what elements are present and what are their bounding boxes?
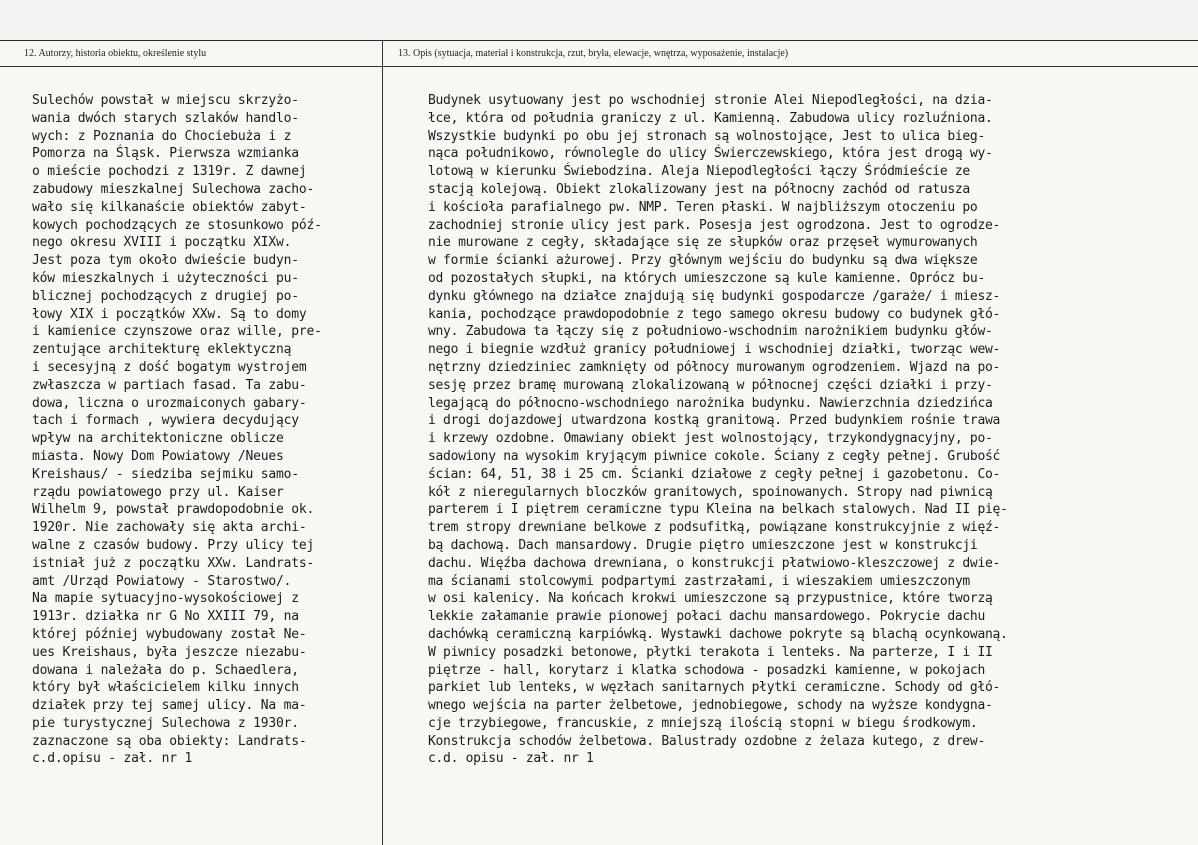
text-line: bą dachową. Dach mansardowy. Drugie piętro umieszczone jest w konstrukcji [428,537,978,553]
text-line: nąca południkowo, równolegle do ulicy Świerczewskiego, która jest drogą wy- [428,146,993,162]
text-line: W piwnicy posadzki betonowe, płytki terakota i lenteks. Na parterze, I i II [428,644,993,660]
text-line: łce, która od południa graniczy z ul. Kamienną. Zabudowa ulicy rozluźniona. [428,110,993,126]
text-line: parkiet lub lenteks, w węzłach sanitarnych płytki ceramiczne. Schody od głó- [428,680,1001,696]
text-line: zachodniej stronie ulicy jest park. Posesja jest ogrodzona. Jest to ogrodze- [428,217,1001,233]
text-line: piętrze - hall, korytarz i klatka schodowa - posadzki kamienne, w pokojach [428,662,985,678]
text-line: i kościoła parafialnego pw. NMP. Teren płaski. W najbliższym otoczeniu po [428,199,978,215]
text-line: Wilhelm 9, powstał prawdopodobnie ok. [32,502,315,518]
text-line: zentujące architekturę eklektyczną [32,342,292,358]
text-line: który był właścicielem kilku innych [32,680,299,696]
text-line: od pozostałych słupki, na których umieszczone są kule kamienne. Oprócz bu- [428,270,985,286]
text-line: wych: z Poznania do Chociebuża i z [32,128,292,144]
text-line: kół z nieregularnych bloczków granitowych, spoinowanych. Stropy nad piwnicą [428,484,993,500]
text-line: 1920r. Nie zachowały się akta archi- [32,520,307,536]
text-line: i drogi dojazdowej utwardzona kostką granitową. Przed budynkiem rośnie trawa [428,413,1001,429]
text-line: sadowiony na wysokim kryjącym piwnice cokole. Ściany z cegły pełnej. Grubość [428,448,1001,464]
text-line: blicznej pochodzących z drugiej po- [32,288,299,304]
text-line: Budynek usytuowany jest po wschodniej stronie Alei Niepodległości, na dzia- [428,93,993,108]
text-line: c.d. opisu - zał. nr 1 [428,751,594,767]
text-line: dachu. Więźba dachowa drewniana, o konstrukcji płatwiowo-kleszczowej z dwie- [428,555,1001,571]
text-line: zwłaszcza w partiach fasad. Ta zabu- [32,377,307,393]
text-line: Wszystkie budynki po obu jej stronach są wolnostojące, Jest to ulica bieg- [428,128,985,144]
text-line: wania dwóch starych szlaków handlo- [32,110,299,126]
text-line: wało się kilkanaście obiektów zabyt- [32,199,307,215]
text-line: ues Kreishaus, była jeszcze niezabu- [32,644,307,660]
text-line: łowy XIX i początków XXw. Są to domy [32,306,307,322]
history-text-column [32,92,392,768]
text-line: cje trzybiegowe, francuskie, z mniejszą ilością stopni w biegu środkowym. [428,715,978,731]
text-line: ma ścianami stolcowymi podpartymi zastrzałami, i wieszakiem umieszczonym [428,573,970,589]
text-line: działek przy tej samej ulicy. Na ma- [32,698,307,714]
text-line: tach i formach , wywiera decydujący [32,413,299,429]
text-line: Sulechów powstał w miejscu skrzyżo- [32,93,299,108]
text-line: i kamienice czynszowe oraz wille, pre- [32,324,322,340]
text-line: Kreishaus/ - siedziba sejmiku samo- [32,466,299,482]
description-text-column [428,92,1192,768]
text-line: wnego wejścia na parter żelbetowe, jednobiegowe, schody na wyższe kondygna- [428,698,993,714]
text-line: parterem i I piętrem ceramiczne typu Kleina na belkach stalowych. Nad II pię- [428,502,1008,518]
text-line: o mieście pochodzi z 1319r. Z dawnej [32,164,307,180]
text-line: lekkie załamanie prawie pionowej połaci dachu mansardowego. Pokrycie dachu [428,609,985,625]
text-line: kania, pochodzące prawdopodobnie z tego samego okresu budowy co budynek głó- [428,306,1001,322]
header-rule [0,66,1198,67]
text-line: lotową w kierunku Świebodzina. Aleja Niepodległości łączy Śródmieście ze [428,164,970,180]
text-line: wpływ na architektoniczne oblicze [32,431,284,447]
text-line: w formie ścianki ażurowej. Przy głównym wejściu do budynku są dwa większe [428,253,978,269]
text-line: zabudowy mieszkalnej Sulechowa zacho- [32,181,315,197]
text-line: Pomorza na Śląsk. Pierwsza wzmianka [32,146,299,162]
text-line: nego okresu XVIII i początku XIXw. [32,235,292,251]
text-line: nętrzny dziedziniec zamknięty od północy murowanym ogrodzeniem. Wjazd na po- [428,359,1001,375]
text-line: dynku głównego na działce znajdują się budynki gospodarcze /garaże/ i miesz- [428,288,1001,304]
text-line: legającą do północno-wschodniego narożnika budynku. Nawierzchnia dziedzińca [428,395,993,411]
text-line: trem stropy drewniane belkowe z podsufitką, powiązane konstrukcyjnie z więź- [428,520,1001,536]
text-line: dachówką ceramiczną karpiówką. Wystawki dachowe pokryte są blachą ocynkowaną. [428,626,1008,642]
text-line: i secesyjną z dość bogatym wystrojem [32,359,307,375]
text-line: zaznaczone są oba obiekty: Landrats- [32,733,307,749]
text-line: stacją kolejową. Obiekt zlokalizowany jest na północny zachód od ratusza [428,181,970,197]
text-line: rządu powiatowego przy ul. Kaiser [32,484,284,500]
section-13-header: 13. Opis (sytuacja, materiał i konstrukcja, rzut, bryła, elewacje, wnętrza, wyposażenie, instalacje) [398,48,789,59]
top-margin-strip [0,0,1198,41]
text-line: miasta. Nowy Dom Powiatowy /Neues [32,448,284,464]
text-line: kowych pochodzących ze stosunkowo póź- [32,217,322,233]
text-line: istniał już z początku XXw. Landrats- [32,555,315,571]
text-line: pie turystycznej Sulechowa z 1930r. [32,715,299,731]
text-line: ków mieszkalnych i użyteczności pu- [32,270,299,286]
text-line: i krzewy ozdobne. Omawiany obiekt jest wolnostojący, trzykondygnacyjny, po- [428,431,993,447]
text-line: nie murowane z cegły, składające się ze słupków oraz przęseł wymurowanych [428,235,978,251]
text-line: Konstrukcja schodów żelbetowa. Balustrady ozdobne z żelaza kutego, z drew- [428,733,985,749]
text-line: nego i biegnie wzdłuż granicy południowej i wschodniej działki, tworząc wew- [428,342,1001,358]
text-line: sesję przez bramę murowaną zlokalizowaną w północnej części działki i przy- [428,377,993,393]
text-line: dowana i należała do p. Schaedlera, [32,662,299,678]
section-12-header: 12. Autorzy, historia obiektu, określenie stylu [24,48,207,59]
text-line: ścian: 64, 51, 38 i 25 cm. Ścianki działowe z cegły pełnej i gazobetonu. Co- [428,466,1001,482]
text-line: wny. Zabudowa ta łączy się z południowo-wschodnim narożnikiem budynku głów- [428,324,993,340]
text-line: c.d.opisu - zał. nr 1 [32,751,193,767]
text-line: dowa, liczna o urozmaiconych gabary- [32,395,307,411]
text-line: walne z czasów budowy. Przy ulicy tej [32,537,315,553]
text-line: 1913r. działka nr G No XXIII 79, na [32,609,299,625]
text-line: Jest poza tym około dwieście budyn- [32,253,299,269]
text-line: Na mapie sytuacyjno-wysokościowej z [32,591,299,607]
text-line: amt /Urząd Powiatowy - Starostwo/. [32,573,292,589]
text-line: której później wybudowany został Ne- [32,626,307,642]
text-line: w osi kalenicy. Na końcach krokwi umieszczone są przypustnice, które tworzą [428,591,993,607]
